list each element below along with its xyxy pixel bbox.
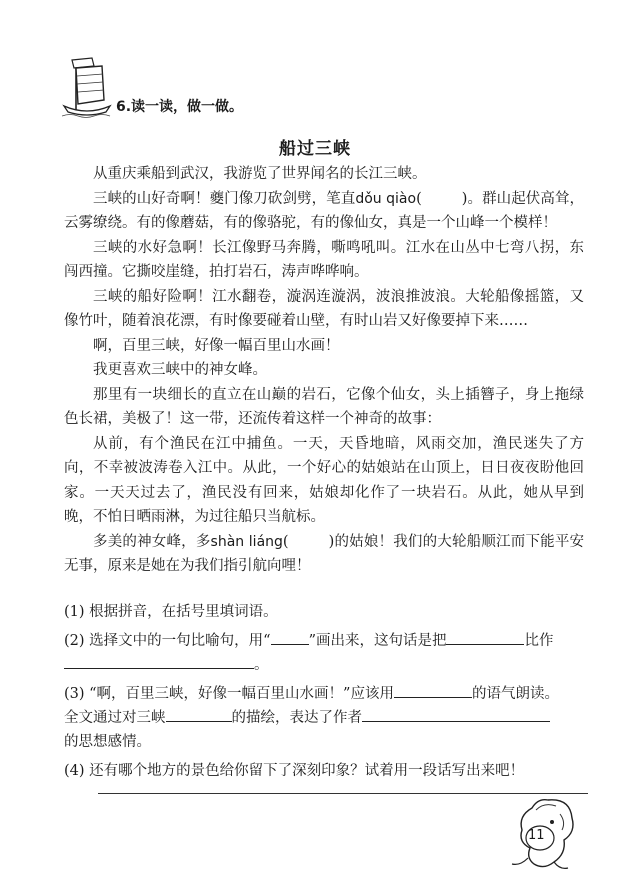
reading-passage (64, 162, 584, 579)
q2-blank-2[interactable] (64, 653, 254, 669)
q3-blank-2[interactable] (166, 706, 232, 722)
passage-paragraph-4: 三峡的船好险啊！江水翻卷，漩涡连漩涡，波浪推波浪。大轮船像摇篮，又像竹叶，随着浪花漂，有时像要碰着山壁，有时山岩又好像要掉下来…… (64, 288, 584, 329)
page-number: 11 (528, 828, 545, 843)
passage-paragraph-5: 啊，百里三峡，好像一幅百里山水画！ (93, 337, 340, 354)
q3-blank-1[interactable] (394, 682, 472, 698)
question-2-text-a: (2) 选择文中的一句比喻句，用“ (64, 633, 271, 649)
question-3-text-b: 的语气朗读。 (471, 686, 559, 702)
question-2-text-c: 比作 (524, 633, 554, 649)
paragraph-9-text-b: 的姑娘！我们的大轮船顺江而下能平安无事，原来是她在为我们指引航向哩！ (64, 533, 585, 574)
passage-paragraph-1: 从重庆乘船到武汉，我游览了世界闻名的长江三峡。 (93, 166, 427, 182)
passage-paragraph-7: 那里有一块细长的直立在山巅的岩石，它像个仙女，头上插簪子，身上拖绿色长裙，美极了！这一带，还流传着这样一个神奇的故事： (64, 386, 584, 427)
question-1: (1) 根据拼音，在括号里填词语。 (64, 604, 278, 620)
answer-paren-close-2: ) (328, 533, 335, 550)
question-3-text-e: 的思想感情。 (64, 734, 151, 750)
q2-blank-1[interactable] (446, 629, 524, 645)
answer-paren-close-1: ) (461, 190, 468, 207)
passage-paragraph-2 (64, 187, 584, 236)
passage-paragraph-6: 我更喜欢三峡中的神女峰。 (93, 362, 267, 378)
section-title: 6.读一读，做一做。 (116, 99, 244, 115)
question-2 (64, 629, 586, 677)
paragraph-2-text-a: 三峡的山好奇啊！夔门像刀砍剑劈，笔直 (93, 190, 356, 207)
pinyin-prompt-1: dǒu qiào (355, 190, 417, 207)
paragraph-2-text-b: 。群山起伏高耸，云雾缭绕。有的像蘑菇，有的像骆驼，有的像仙女，真是一个山峰一个模样！ (64, 190, 585, 231)
question-3-text-c: 全文通过对三峡 (64, 710, 166, 726)
passage-paragraph-8: 从前，有个渔民在江中捕鱼。一天，天昏地暗，风雨交加，渔民迷失了方向，不幸被波涛卷入江中。从此，一个好心的姑娘站在山顶上，日日夜夜盼他回家。一天天过去了，渔民没有回来，姑娘却化作了一块岩石。从此，她从早到晚，不怕日晒雨淋，为过往船只当航标。 (64, 435, 584, 525)
question-3-text-a: (3) “啊，百里三峡，好像一幅百里山水画！”应该用 (64, 686, 394, 702)
question-2-end: 。 (254, 657, 269, 673)
question-4: (4) 还有哪个地方的景色给你留下了深刻印象？试着用一段话写出来吧！ (64, 763, 525, 779)
question-3 (64, 682, 586, 754)
passage-paragraph-3: 三峡的水好急啊！长江像野马奔腾，嘶鸣吼叫。江水在山丛中七弯八拐，东闯西撞。它撕咬崖缝，拍打岩石，涛声哗哗响。 (64, 239, 584, 280)
paragraph-9-text-a: 多美的神女峰，多 (93, 533, 211, 550)
question-3-text-d: 的描绘，表达了作者 (231, 710, 362, 726)
answer-paren-open-1: ( (416, 190, 422, 207)
pinyin-prompt-2: shàn liáng (210, 533, 283, 550)
sailboat-icon (62, 56, 112, 118)
q3-blank-3[interactable] (362, 706, 550, 722)
underline-sample (271, 629, 309, 645)
answer-paren-open-2: ( (282, 533, 289, 550)
passage-paragraph-9 (64, 530, 584, 579)
passage-title: 船过三峡 (279, 139, 351, 159)
question-2-text-b: ”画出来，这句话是把 (308, 633, 447, 649)
questions-section (64, 600, 586, 788)
